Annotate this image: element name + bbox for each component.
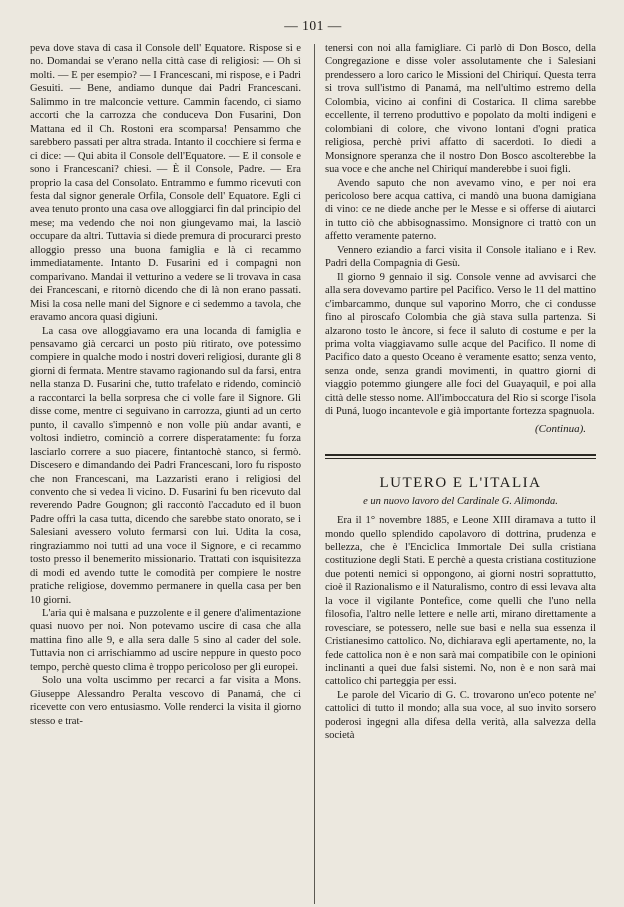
section-divider [325, 454, 596, 459]
paragraph: Solo una volta uscimmo per recarci a far visita a Mons. Giuseppe Alessandro Peralta vescovo di Panamá, che ci ricevette con vero entusiasmo. Volle renderci la visita il giorno stesso e trat- [30, 675, 301, 727]
paragraph: Vennero eziandio a farci visita il Console italiano e i Rev. Padri della Compagnia di Gesù. [325, 244, 596, 270]
paragraph: tenersi con noi alla famigliare. Ci parlò di Don Bosco, della Congregazione e disse voler assolutamente che i Salesiani prendessero a loro carico le Missioni del Chiriquí. Questa terra si trova sull'istmo di Panamá, ma nell'ultimo estremo della Colombia, vicino ai confini di Costarica. Il clima sarebbe eccellente, il terreno produttivo e popolato da molti indigeni e colombiani di colore, che vivono lontani d'ogni pratica religiosa, perchè privi affatto di sacerdoti. Io diedi a Monsignore speranza che il nostro Don Bosco ascolterebbe la sua voce e che anche nel Chiriquí manderebbe i suoi figli. [325, 43, 596, 176]
article-subtitle: e un nuovo lavoro del Cardinale G. Alimonda. [363, 495, 558, 507]
page-number: — 101 — [284, 18, 342, 33]
paragraph: peva dove stava di casa il Console dell' Equatore. Rispose si e no. Domandai se v'erano nella città case di religiosi: — Oh sì molti. — E per esempio? — I Francescani, mi rispose, e i Padri Gesuiti. — Bene, andiamo dunque dai Padri Francescani. Salimmo in tre malconcie vetture. Cammin facendo, ci siamo accorti che la carrozza che conduceva Don Fusarini, Don Mattana ed il Ch. Rostoni era scomparsa! Pensammo che sarebbero passati per altra strada. Intanto il cocchiere si ferma e ci dice: — Qui abita il Console dell'Equatore. — E il console e sono i Francescani? chiesi. — È il Console, Padre. — Era proprio la casa del Consolato. Entrammo e fummo ricevuti con festa dal signor generale Orfila, Console dell' Equatore. Egli ci avea tenuto pronto una casa ove alloggiarci fin dal principio del mese; ma vedendo che noi non giungevamo mai, la lasciò occupare da altri. Tuttavia si diede premura di procurarci presto alloggio presso una buona famiglia e là ci recammo immediatamente. Intanto D. Fusarini ed i compagni non comparivano. Mandai il vetturino a vedere se li trovava in casa dei Francescani, e ritornò dicendo che di là non erano passati. Misi la cosa nelle mani del Signore e ci sedemmo a tavola, che eravamo ancora quasi digiuni. [30, 43, 301, 324]
paragraph: La casa ove alloggiavamo era una locanda di famiglia e pensavamo già cercarci un posto più ritirato, ove potessimo compiere in qualche modo i nostri doveri religiosi, durante gli 8 giorni di fermata. Mentre stavamo ragionando sul da farsi, entra nella stanza D. Fusarini che, tutto trafelato e ridendo, cominciò a raccontarci la bella sorpresa che ci volle fare il Signore. Gli disse come, mentre ci seguivano in carrozza, giunti ad un certo punto, il cavallo s'impennò e non volle più andar avanti, e voltosi indietro, cominciò a correre disperatamente: fu forza lasciarlo correre a suo piacere, fintantochè stanco, si fermò. Discesero e dimandando dei Padri Francescani, loro fu risposto che non Francescani, ma Lazzaristi erano i religiosi del convento che si vedea lì vicino. D. Fusarini fu ben ricevuto dal reverendo Padre Gougnon; gli raccontò l'accaduto ed il buon Padre offrì la casa tutta, dicendo che sarebbe stato onorato, se i Salesiani avessero voluto fermarsi con lui. Udita la cosa, ringraziammo noi tutti ad una voce il Signore, e ci recammo tosto presso il benemerito missionario. Trattati con isquisitezza di modi ed avendo tutte le comodità per compiere le nostre pratiche religiose, dovemmo permanere in quella casa per ben 10 giorni. [30, 325, 301, 606]
article-title: LUTERO E L'ITALIA [379, 475, 542, 492]
column-divider [314, 44, 315, 904]
paragraph: Era il 1° novembre 1885, e Leone XIII diramava a tutto il mondo quello splendido capolavoro di dottrina, prudenza e bellezza, che è l'Enciclica Immortale Dei sulla cristiana costituzione degli Stati. E perchè a questa cristiana costituzione due potenti nemici si oppongono, ai giorni nostri soprattutto, cioè il Razionalismo e il Naturalismo, contro di essi levava alta la voce il vigilante Pontefice, come quelli che l'uno nella filosofia, l'altro nelle lettere e nelle arti, mirano direttamente a rovesciare, se potessero, nelle sue basi e nella sua essenza il Cristianesimo cattolico. No, dichiarava egli apertamente, no, la fede cattolica non è e non sarà mai compatibile con le opinioni inclinanti a quei due falsi sistemi. No, non è e non sarà mai cattolico chi parteggia per essi. [325, 515, 596, 688]
paragraph: Il giorno 9 gennaio il sig. Console venne ad avvisarci che alla sera dovevamo partire pel Pacifico. Verso le 11 del mattino c'imbarcammo, dunque sul vaporino Morro, che ci condusse fino al piroscafo Colombia che già stava sulla partenza. Si alzarono tosto le àncore, si fece il saluto di costume e per la prima volta viaggiavamo sulle acque del Pacifico. Il nome di Pacifico dato a questo Oceano è veramente esatto; senza vento, senza onde, senza grandi movimenti, in quattro giorni di viaggio potemmo giungere alle foci del Guayaquil, e poi alla città delle stesso nome. All'imboccatura del Rio si scorge l'isola di Puná, luogo incantevole e già importante fortezza spagnuola. [325, 271, 596, 418]
text-columns [30, 42, 596, 743]
paragraph: L'aria qui è malsana e puzzolente e il genere d'alimentazione quasi nuovo per noi. Non potevamo uscire di casa che alla mattina fino alle 9, e alla sera dalle 5 sino al cader del sole. Tuttavia non ci arrischiammo ad uscire neppure in questo poco tempo, perchè questo clima è troppo pericoloso per gli europei. [30, 608, 301, 673]
left-column [30, 42, 301, 743]
right-column [325, 42, 596, 743]
continua-note: (Continua). [534, 422, 586, 435]
paragraph: Avendo saputo che non avevamo vino, e per noi era pericoloso bere acqua cattiva, ci mandò una buona damigiana di vino: ce ne diede anche per le Messe e si offerse di aiutarci in tutto ciò che abbisognassimo. Monsignore ci trattò con un affetto veramente paterno. [325, 177, 596, 243]
paragraph: Le parole del Vicario di G. C. trovarono un'eco potente ne' cattolici di tutto il mondo; alla sua voce, al suo invito sorsero poderosi ingegni alla difesa della verità, alla salvezza della società [325, 689, 596, 742]
